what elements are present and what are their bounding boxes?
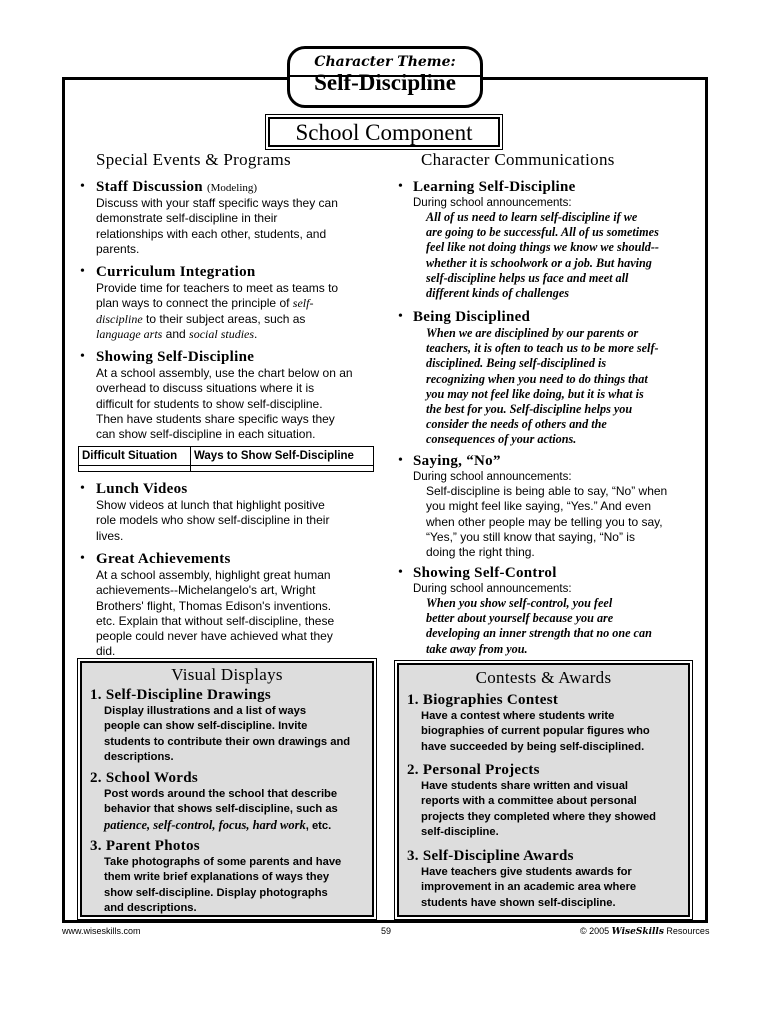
item-title: 2. Personal Projects bbox=[407, 762, 540, 778]
text-line: students to contribute their own drawings and bbox=[104, 735, 351, 748]
text-line: self-discipline helps us face and meet all bbox=[426, 270, 629, 285]
lunch-title: Lunch Videos bbox=[96, 481, 188, 497]
being-title: Being Disciplined bbox=[413, 309, 531, 325]
text-line: to their subject areas, such as bbox=[142, 311, 306, 326]
text-line: Show videos at lunch that highlight positive bbox=[96, 498, 325, 512]
staff-discussion: • Staff Discussion (Modeling) Discuss with your staff specific ways they can demonstrate self-discipline in their relationships with each other, students, and parents. bbox=[80, 179, 380, 257]
curriculum-title: Curriculum Integration bbox=[96, 264, 256, 280]
text-line: Discuss with your staff specific ways they can bbox=[96, 196, 338, 210]
text-line: did. bbox=[96, 644, 116, 659]
showing-self-control: • Showing Self-Control During school announcements: When you show self-control, you feel better about yourself because you are developing an inner strength that no one can take away from you. bbox=[398, 565, 698, 657]
text-line: When we are disciplined by our parents or bbox=[426, 326, 639, 340]
text-line: Take photographs of some parents and have bbox=[104, 856, 342, 868]
footer-page-number: 59 bbox=[381, 926, 392, 936]
text-line: biographies of current popular figures who bbox=[421, 725, 650, 738]
item-title: 1. Biographies Contest bbox=[407, 692, 559, 708]
text-line: . bbox=[254, 326, 258, 341]
visual-item-drawings bbox=[90, 687, 366, 765]
text-line: take away from you. bbox=[426, 641, 528, 656]
visual-heading: Visual Displays bbox=[171, 665, 283, 684]
text-line: When you show self-control, you feel bbox=[426, 596, 613, 610]
chart-col-difficult-situation: Difficult Situation bbox=[79, 447, 191, 466]
visual-item-school-words bbox=[90, 770, 366, 834]
text-line: consider the needs of others and the bbox=[426, 417, 607, 432]
text-line: and descriptions. bbox=[104, 901, 197, 914]
text-line: Display illustrations and a list of ways bbox=[104, 705, 307, 717]
text-italic: patience, self-control, focus, hard work bbox=[104, 817, 306, 832]
text-line: Self-discipline is being able to say, “No” when bbox=[426, 484, 668, 498]
text-line: show self-discipline. Display photographs bbox=[104, 886, 328, 899]
text-line: role models who show self-discipline in their bbox=[96, 513, 330, 528]
text-line: the best for you. Self-discipline helps you bbox=[426, 402, 633, 417]
text-line: have succeeded by being self-disciplined. bbox=[421, 740, 645, 753]
footer-site: www.wiseskills.com bbox=[62, 926, 141, 936]
text-line: At a school assembly, highlight great human bbox=[96, 568, 331, 582]
text-line: people could never have achieved what they bbox=[96, 629, 333, 644]
text-line: Have students share written and visual bbox=[421, 780, 629, 792]
text-line: Then have students share specific ways they bbox=[96, 411, 335, 426]
learning-title: Learning Self-Discipline bbox=[413, 179, 576, 195]
item-title: 3. Self-Discipline Awards bbox=[407, 848, 574, 864]
contest-item-personal-projects bbox=[407, 762, 682, 840]
contest-item-biographies bbox=[407, 692, 682, 755]
text-line: them write brief explanations of ways they bbox=[104, 871, 330, 884]
text-line: difficult for students to show self-discipline. bbox=[96, 396, 323, 411]
visual-item-parent-photos bbox=[90, 838, 366, 916]
text-line: can show self-discipline in each situation. bbox=[96, 427, 316, 442]
text-line: lives. bbox=[96, 528, 124, 543]
saying-title: Saying, “No” bbox=[413, 453, 501, 469]
text-line: Provide time for teachers to meet as teams to bbox=[96, 281, 339, 295]
text-line: self-discipline. bbox=[421, 825, 499, 838]
theme-title: Self-Discipline bbox=[314, 70, 456, 95]
footer-copyright bbox=[580, 926, 709, 937]
text-line: recognizing when you need to do things that bbox=[426, 371, 648, 386]
learning-self-discipline: • Learning Self-Discipline During school announcements: All of us need to learn self-discipline if we are going to be successful. All of us sometimes feel like not doing things we know we should-- whether it is schoolwork or a job. But having self-discipline helps us face and meet all different kinds of challenges bbox=[398, 179, 698, 301]
contest-item-awards bbox=[407, 848, 682, 911]
text-line: achievements--Michelangelo's art, Wright bbox=[96, 583, 316, 598]
text-line: feel like not doing things we know we should-- bbox=[426, 240, 659, 255]
text-line: and bbox=[162, 326, 190, 341]
text-line: teachers, it is often to teach us to be more self- bbox=[426, 341, 659, 356]
text-line: All of us need to learn self-discipline if we bbox=[426, 210, 638, 224]
text-italic: social studies bbox=[189, 326, 255, 341]
text-line: Post words around the school that describe bbox=[104, 788, 338, 800]
announcement-intro: During school announcements: bbox=[413, 197, 572, 209]
right-heading: Character Communications bbox=[421, 150, 615, 169]
text-line: whether it is schoolwork or a job. But having bbox=[426, 255, 652, 270]
text-italic: language arts bbox=[96, 326, 163, 341]
theme-label: Character Theme: bbox=[314, 54, 456, 70]
announcement-intro: During school announcements: bbox=[413, 583, 572, 595]
announcement-intro: During school announcements: bbox=[413, 471, 572, 483]
text-line: are going to be successful. All of us sometimes bbox=[426, 225, 659, 240]
staff-title: Staff Discussion bbox=[96, 179, 203, 195]
text-line: you might feel like saying, “Yes.” And even bbox=[426, 499, 652, 514]
text-line: “Yes,” you still know that saying, “No” is bbox=[426, 529, 635, 544]
brand-logo: WiseSkills bbox=[611, 927, 664, 937]
contests-heading: Contests & Awards bbox=[475, 668, 612, 687]
text-line: descriptions. bbox=[104, 750, 174, 763]
text-line: improvement in an academic area where bbox=[421, 881, 637, 894]
item-title: 2. School Words bbox=[90, 770, 198, 786]
left-heading: Special Events & Programs bbox=[96, 150, 291, 169]
text-line: different kinds of challenges bbox=[426, 286, 569, 301]
text-line: projects they completed where they showed bbox=[421, 810, 656, 823]
text-line: Have a contest where students write bbox=[421, 710, 615, 722]
text-line: Have teachers give students awards for bbox=[421, 866, 632, 878]
text-line: when other people may be telling you to say, bbox=[426, 514, 663, 529]
showing-title: Showing Self-Discipline bbox=[96, 349, 255, 365]
being-disciplined: • Being Disciplined When we are disciplined by our parents or teachers, it is often to teach us to be more self- disciplined. Being self-disciplined is recognizing when you need to do things that you may not feel like doing, but it is what is the best for you. Self-discipline helps you consider the needs of others and the consequences of your actions. bbox=[398, 309, 698, 448]
text-line: people can show self-discipline. Invite bbox=[104, 720, 308, 733]
text-italic: discipline bbox=[96, 311, 143, 326]
discipline-chart bbox=[78, 446, 374, 472]
text-line: overhead to discuss situations where it is bbox=[96, 381, 315, 396]
saying-no: • Saying, “No” During school announcements: Self-discipline is being able to say, “No” when you might feel like saying, “Yes.” And even when other people may be telling you to say, “Yes,” you still know that saying, “No” is doing the right thing. bbox=[398, 453, 698, 560]
text-line: developing an inner strength that no one can bbox=[426, 626, 652, 641]
item-title: 3. Parent Photos bbox=[90, 838, 200, 854]
text-line: relationships with each other, students, and bbox=[96, 226, 327, 241]
contests-awards-panel bbox=[397, 663, 690, 917]
showing-self-discipline: • Showing Self-Discipline At a school assembly, use the chart below on an overhead to discuss situations where it is difficult for students to show self-discipline. Then have students share specific ways they can show self-discipline in each situation. bbox=[80, 349, 380, 442]
theme-box bbox=[287, 46, 483, 108]
curriculum-integration: • Curriculum Integration Provide time for teachers to meet as teams to plan ways to connect the principle of self- discipline to their subject areas, such as language arts and social studies. bbox=[80, 264, 380, 342]
copyright-year: © 2005 bbox=[580, 926, 610, 936]
item-title: 1. Self-Discipline Drawings bbox=[90, 687, 272, 703]
text-line: parents. bbox=[96, 241, 140, 256]
component-title: School Component bbox=[268, 117, 500, 147]
text-line: etc. Explain that without self-discipline, these bbox=[96, 613, 335, 628]
text-line: better about yourself because you are bbox=[426, 611, 614, 626]
chart-col-ways: Ways to Show Self-Discipline bbox=[190, 447, 373, 466]
text-line: consequences of your actions. bbox=[426, 432, 577, 447]
staff-note: (Modeling) bbox=[206, 182, 258, 194]
text-line: students have shown self-discipline. bbox=[421, 896, 616, 909]
great-achievements: • Great Achievements At a school assembly, highlight great human achievements--Michelangelo's art, Wright Brothers' flight, Thomas Edison's inventions. etc. Explain that without self-discipline, these people could never have achieved what they did. bbox=[80, 551, 380, 660]
text-line: behavior that shows self-discipline, such as bbox=[104, 803, 338, 816]
text-line: you may not feel like doing, but it is what is bbox=[426, 386, 644, 401]
text-line: At a school assembly, use the chart below on an bbox=[96, 366, 353, 380]
text-line: plan ways to connect the principle of bbox=[96, 296, 293, 311]
control-title: Showing Self-Control bbox=[413, 565, 557, 581]
text-line: , etc. bbox=[305, 819, 332, 832]
text-line: doing the right thing. bbox=[426, 545, 535, 560]
text-line: disciplined. Being self-disciplined is bbox=[426, 356, 607, 371]
visual-displays-panel bbox=[80, 661, 374, 917]
lunch-videos: • Lunch Videos Show videos at lunch that highlight positive role models who show self-discipline in their lives. bbox=[80, 481, 380, 544]
text-line: Brothers' flight, Thomas Edison's inventions. bbox=[96, 598, 332, 613]
resources-text: Resources bbox=[666, 926, 710, 936]
text-line: demonstrate self-discipline in their bbox=[96, 211, 278, 226]
text-italic: self- bbox=[292, 296, 314, 311]
text-line: reports with a committee about personal bbox=[421, 795, 637, 808]
great-title: Great Achievements bbox=[96, 551, 231, 567]
